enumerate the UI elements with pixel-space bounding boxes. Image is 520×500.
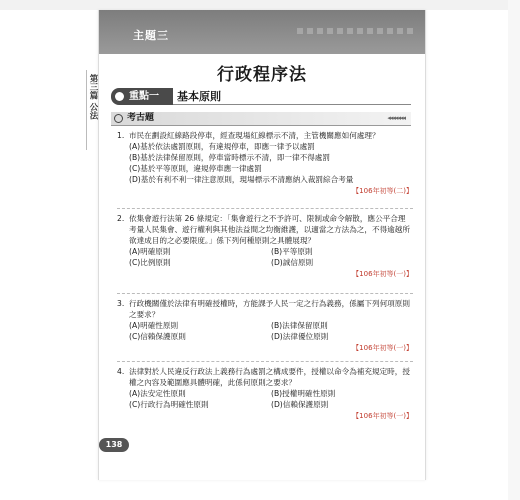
topic-band xyxy=(99,10,425,54)
exam-source-tag: 【106年初等(一)】 xyxy=(352,412,413,420)
option-b[interactable]: (B)法律保留原則 xyxy=(271,321,328,330)
question-number: 3. xyxy=(117,299,125,308)
option-a[interactable]: (A)法安定性原則 xyxy=(129,389,186,398)
divider xyxy=(117,361,413,362)
option-a[interactable]: (A)明確原則 xyxy=(129,247,171,256)
side-label: 第三篇 公法 xyxy=(88,74,98,120)
exam-source-tag: 【106年初等(一)】 xyxy=(352,344,413,352)
option-d[interactable]: (D)信賴保護原則 xyxy=(271,400,329,409)
option-d[interactable]: (D)法律優位原則 xyxy=(271,332,329,341)
option-b[interactable]: (B)基於法律保留原則，停車當時標示不清，即一律不得處罰 xyxy=(129,153,330,162)
question-options xyxy=(129,388,413,410)
option-c[interactable]: (C)信賴保護原則 xyxy=(129,332,186,341)
option-d[interactable]: (D)基於有利不利一律注意原則，現場標示不清應納入裁罰綜合考量 xyxy=(129,175,354,184)
question-options xyxy=(129,320,413,342)
topic-label: 主題三 xyxy=(133,29,169,42)
exam-label: 考古題 xyxy=(127,113,155,123)
right-margin xyxy=(508,0,520,500)
option-c[interactable]: (C)比例原則 xyxy=(129,258,171,267)
question-stem: 市民在劃設紅線路段停車，經查現場紅線標示不清，主管機關應如何處理？ xyxy=(129,131,380,140)
circle-icon xyxy=(114,114,123,123)
option-d[interactable]: (D)誠信原則 xyxy=(271,258,314,267)
question-number: 4. xyxy=(117,367,125,376)
question-stem: 依集會遊行法第 26 條規定：「集會遊行之不予許可、限制或命令解散，應公平合理考量人民集會、遊行權利與其他法益間之均衡維護，以適當之方法為之，不得逾越所欲達成目的之必要限度。」係下列何種原則之具體展現？ xyxy=(129,214,410,245)
option-b[interactable]: (B)授權明確性原則 xyxy=(271,389,336,398)
question-options xyxy=(129,246,413,268)
divider xyxy=(117,208,413,209)
arrows-icon: ◂◂◂◂◂◂◂ xyxy=(387,114,405,122)
top-margin xyxy=(0,0,520,10)
question-number: 1. xyxy=(117,131,125,140)
point-header xyxy=(111,88,411,105)
option-c[interactable]: (C)基於平等原則，違規停車應一律處罰 xyxy=(129,164,262,173)
option-a[interactable]: (A)基於依法處罰原則，有違規停車，即應一律予以處罰 xyxy=(129,142,315,151)
question-stem: 行政機關僅於法律有明確授權時，方能課予人民一定之行為義務，係屬下列何項原則之要求？ xyxy=(129,299,410,319)
option-c[interactable]: (C)行政行為明確性原則 xyxy=(129,400,209,409)
question-stem: 法律對於人民違反行政法上義務行為處罰之構成要件，授權以命令為補充規定時，授權之內容及範圍應具體明確，此係何原則之要求？ xyxy=(129,367,410,387)
page-number: 138 xyxy=(99,438,129,452)
chapter-title: 行政程序法 xyxy=(217,65,307,85)
point-badge: 重點一 xyxy=(111,88,173,105)
question-3 xyxy=(117,298,413,354)
book-page xyxy=(98,10,426,480)
question-number: 2. xyxy=(117,214,125,223)
divider xyxy=(117,293,413,294)
option-b[interactable]: (B)平等原則 xyxy=(271,247,313,256)
option-a[interactable]: (A)明確性原則 xyxy=(129,321,179,330)
question-options xyxy=(129,141,413,185)
exam-section-bar xyxy=(111,112,411,126)
exam-source-tag: 【106年初等(二)】 xyxy=(352,187,413,195)
question-4 xyxy=(117,366,413,422)
question-2 xyxy=(117,213,413,280)
point-underline xyxy=(173,104,411,105)
decorative-stripes xyxy=(297,28,417,34)
exam-source-tag: 【106年初等(一)】 xyxy=(352,270,413,278)
question-1 xyxy=(117,130,413,197)
point-title: 基本原則 xyxy=(177,90,221,103)
